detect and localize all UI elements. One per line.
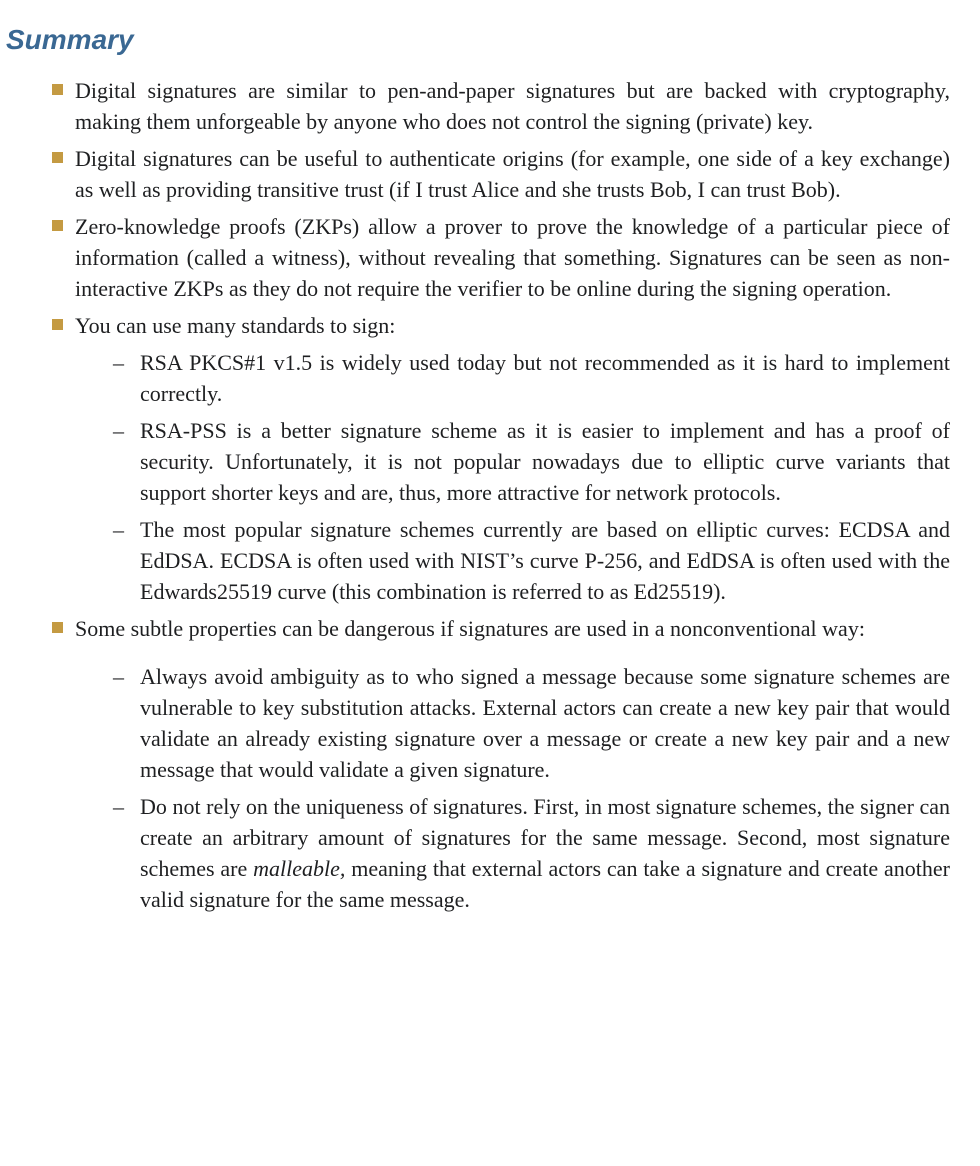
- dash-marker-cell: [113, 514, 140, 607]
- list-item: [0, 75, 950, 137]
- list-item-text: Always avoid ambiguity as to who signed a message because some signature schemes are vulnerable to key substitution attacks. External actors can create a new key pair that would validate an already existing signature over a message or create a new key pair and a new message that would validate a given signature.: [140, 664, 950, 782]
- text-segment: Do not rely on the uniqueness of signatures. First, in most signature schemes, the signer can create an arbitrary amount of signatures for the same message. Second, most signature schemes are: [140, 794, 950, 881]
- list-subitem: [0, 791, 950, 915]
- text-segment: meaning that external actors can take a signature and create another valid signature for the same message.: [140, 856, 950, 912]
- square-bullet-icon: [52, 319, 63, 330]
- list-item: [0, 143, 950, 205]
- list-subitem: [0, 415, 950, 508]
- list-item-text: Digital signatures can be useful to authenticate origins (for example, one side of a key exchange) as well as providing transitive trust (if I trust Alice and she trusts Bob, I can trust Bob).: [75, 146, 950, 202]
- square-bullet-icon: [52, 220, 63, 231]
- dash-bullet-icon: –: [113, 664, 124, 689]
- bullet-marker-cell: [52, 211, 75, 304]
- list-subitem: [0, 514, 950, 607]
- list-item-text: RSA PKCS#1 v1.5 is widely used today but not recommended as it is hard to implement correctly.: [140, 350, 950, 406]
- square-bullet-icon: [52, 84, 63, 95]
- list-item: [0, 613, 950, 644]
- bullet-marker-cell: [52, 143, 75, 205]
- list-subitem: [0, 347, 950, 409]
- dash-bullet-icon: –: [113, 517, 124, 542]
- list-item-text: RSA-PSS is a better signature scheme as it is easier to implement and has a proof of security. Unfortunately, it is not popular nowadays due to elliptic curve variants that support shorter keys and are, thus, more attractive for network protocols.: [140, 418, 950, 505]
- bullet-marker-cell: [52, 75, 75, 137]
- list-item-text: [140, 791, 950, 915]
- bullet-marker-cell: [52, 310, 75, 341]
- dash-marker-cell: [113, 661, 140, 785]
- list-item-text: Digital signatures are similar to pen-and-paper signatures but are backed with cryptography, making them unforgeable by anyone who does not control the signing (private) key.: [75, 78, 950, 134]
- dash-bullet-icon: –: [113, 794, 124, 819]
- dash-bullet-icon: –: [113, 418, 124, 443]
- summary-list: [0, 75, 950, 915]
- list-subitem: [0, 661, 950, 785]
- list-item-text: You can use many standards to sign:: [75, 313, 396, 338]
- square-bullet-icon: [52, 622, 63, 633]
- summary-heading: Summary: [6, 24, 134, 55]
- dash-bullet-icon: –: [113, 350, 124, 375]
- bullet-marker-cell: [52, 613, 75, 644]
- list-item: [0, 211, 950, 304]
- list-item: [0, 310, 950, 341]
- italic-term: malleable,: [253, 856, 346, 881]
- dash-marker-cell: [113, 415, 140, 508]
- list-item-text: Some subtle properties can be dangerous if signatures are used in a nonconventional way:: [75, 616, 865, 641]
- dash-marker-cell: [113, 347, 140, 409]
- square-bullet-icon: [52, 152, 63, 163]
- list-item-text: The most popular signature schemes currently are based on elliptic curves: ECDSA and EdDSA. ECDSA is often used with NIST’s curve P-256, and EdDSA is often used with the Edwards25519 curve (this combination is referred to as Ed25519).: [140, 517, 950, 604]
- list-item-text: Zero-knowledge proofs (ZKPs) allow a prover to prove the knowledge of a particular piece of information (called a witness), without revealing that something. Signatures can be seen as non-interactive ZKPs as they do not require the verifier to be online during the signing operation.: [75, 214, 950, 301]
- dash-marker-cell: [113, 791, 140, 915]
